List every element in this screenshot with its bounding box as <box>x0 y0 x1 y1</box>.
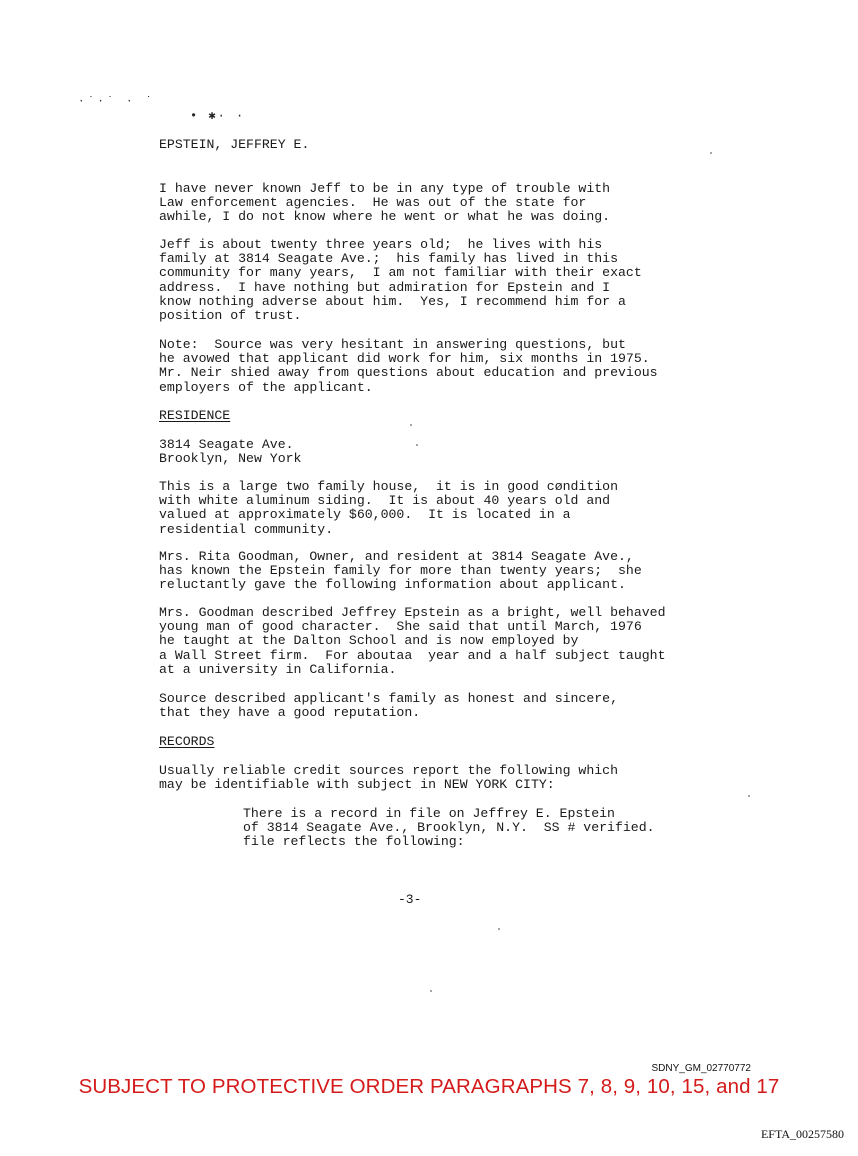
records-intro: Usually reliable credit sources report the following which may be identifiable with subject in NEW YORK CITY: <box>159 763 618 793</box>
residence-paragraph-2: Mrs. Rita Goodman, Owner, and resident at 3814 Seagate Ave., has known the Epstein family for more than twenty years; she reluctantly gave the following information about applicant. <box>159 549 642 593</box>
protective-order-banner: SUBJECT TO PROTECTIVE ORDER PARAGRAPHS 7, 8, 9, 10, 15, and 17 <box>78 1075 780 1098</box>
record-entry: There is a record in file on Jeffrey E. Epstein of 3814 Seagate Ave., Brooklyn, N.Y. SS # verified. file reflects the following: <box>243 806 655 850</box>
residence-paragraph-1: This is a large two family house, it is in good cøndition with white aluminum siding. It is about 40 years old and valued at approximately $60,000. It is located in a residential community. <box>159 479 618 537</box>
residence-paragraph-4: Source described applicant's family as honest and sincere, that they have a good reputation. <box>159 691 618 721</box>
scan-dot <box>710 152 712 154</box>
bates-sdny-label: SDNY_GM_02770772 <box>651 1063 751 1074</box>
residence-paragraph-3: Mrs. Goodman described Jeffrey Epstein as a bright, well behaved young man of good character. She said that until March, 1976 he taught at the Dalton School and is now employed by a Wall Street firm. For aboutaa year and a half subject taught at a university in California. <box>159 605 666 677</box>
scan-dot <box>498 928 500 930</box>
scan-specks: ·˙·˙ · ˙ <box>78 96 155 108</box>
note-paragraph: Note: Source was very hesitant in answering questions, but he avowed that applicant did work for him, six months in 1975. Mr. Neir shied away from questions about education and previous employers of the applicant. <box>159 337 658 395</box>
residence-address: 3814 Seagate Ave. Brooklyn, New York <box>159 437 302 467</box>
statement-paragraph-1: I have never known Jeff to be in any type of trouble with Law enforcement agencies. He was out of the state for awhile, I do not know where he went or what he was doing. <box>159 181 611 225</box>
subject-heading: EPSTEIN, JEFFREY E. <box>159 137 310 152</box>
scan-mark: • ✱· · <box>190 109 246 123</box>
page-number: -3- <box>398 892 422 907</box>
records-section-title: RECORDS <box>159 734 215 749</box>
statement-paragraph-2: Jeff is about twenty three years old; he lives with his family at 3814 Seagate Ave.; his family has lived in this community for many years, I am not familiar with their exact address. I have nothing but admiration for Epstein and I know nothing adverse about him. Yes, I recommend him for a position of trust. <box>159 237 642 324</box>
scan-dot <box>430 990 432 992</box>
scan-dot <box>748 795 750 797</box>
scan-dot <box>410 424 412 426</box>
bates-efta-label: EFTA_00257580 <box>760 1127 844 1141</box>
residence-section-title: RESIDENCE <box>159 408 231 423</box>
scan-dot <box>416 444 418 446</box>
